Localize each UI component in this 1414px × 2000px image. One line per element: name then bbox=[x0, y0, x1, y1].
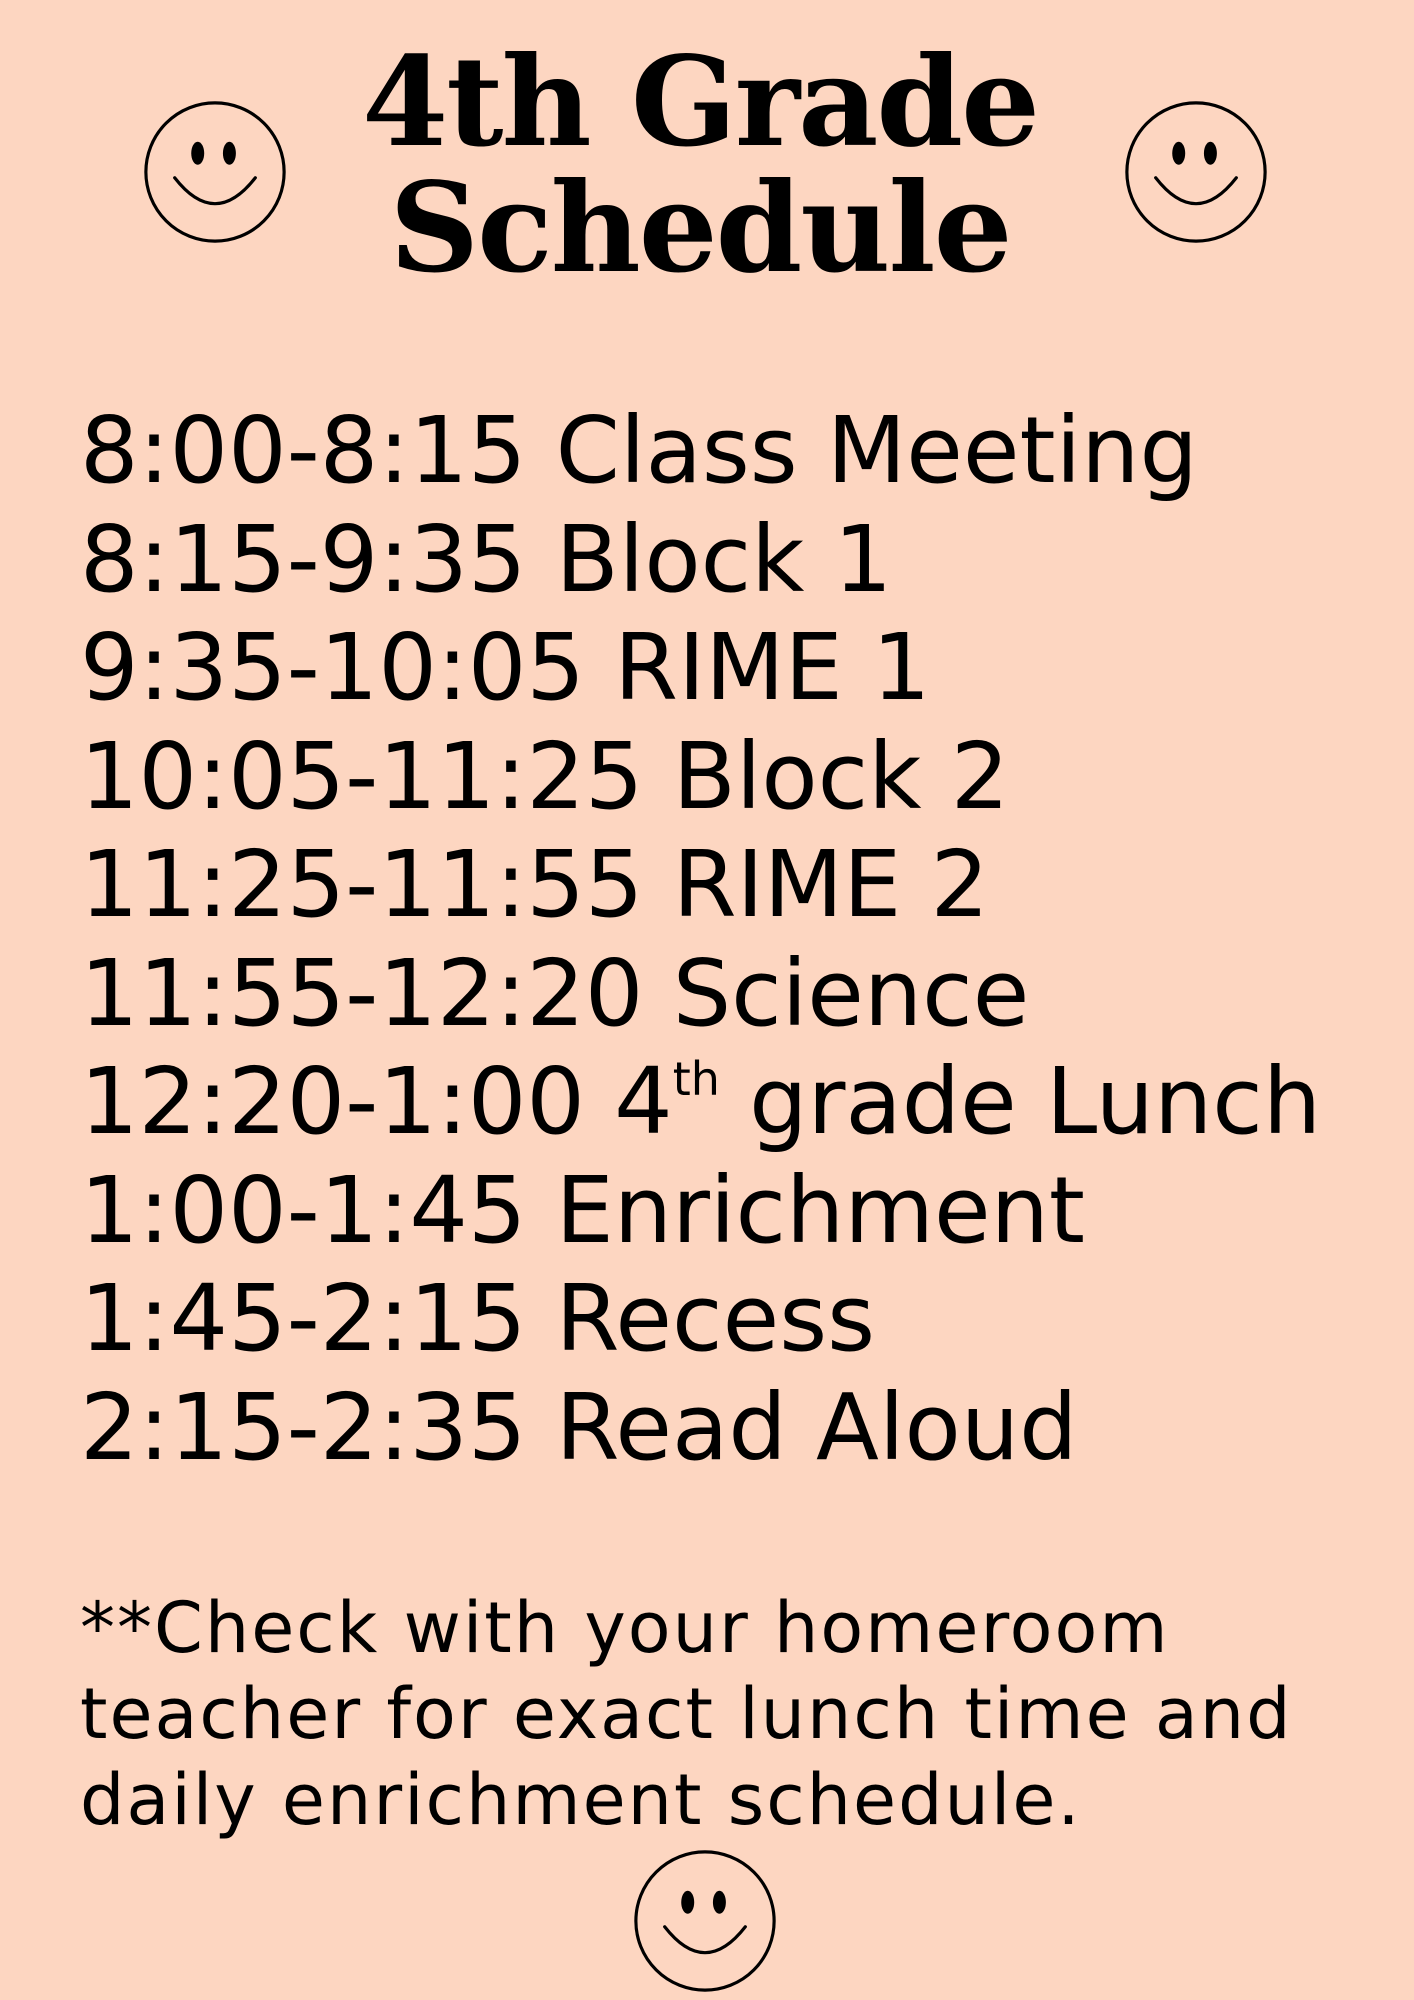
schedule-activity: Read Aloud bbox=[555, 1373, 1078, 1481]
schedule-activity: RIME 2 bbox=[672, 831, 990, 938]
schedule-activity: grade Lunch bbox=[749, 1048, 1322, 1155]
page-title bbox=[300, 30, 1100, 301]
schedule-time: 2:15-2:35 bbox=[80, 1373, 527, 1481]
schedule-activity-superscript: th bbox=[672, 1052, 720, 1106]
schedule-time: 1:00-1:45 bbox=[80, 1156, 527, 1264]
schedule-time: 9:35-10:05 bbox=[80, 614, 585, 721]
schedule-item bbox=[80, 1048, 1400, 1157]
schedule-activity: Enrichment bbox=[555, 1156, 1085, 1264]
schedule-activity: Block 1 bbox=[555, 505, 893, 613]
schedule-time: 8:15-9:35 bbox=[80, 505, 527, 613]
schedule-activity: Recess bbox=[555, 1265, 876, 1372]
smiley-face-icon bbox=[633, 1849, 777, 1993]
schedule-activity-prefix: 4 bbox=[614, 1048, 673, 1155]
schedule-list bbox=[80, 397, 1400, 1482]
schedule-item bbox=[80, 723, 1400, 832]
schedule-item bbox=[80, 831, 1400, 940]
title-line-2: Schedule bbox=[389, 156, 1011, 301]
schedule-time: 10:05-11:25 bbox=[80, 722, 644, 830]
schedule-time: 11:55-12:20 bbox=[80, 939, 644, 1047]
schedule-time: 1:45-2:15 bbox=[80, 1265, 527, 1372]
homeroom-note: **Check with your homeroom teacher for exact lunch time and daily enrichment schedule. bbox=[80, 1587, 1293, 1841]
schedule-item bbox=[80, 1265, 1400, 1374]
schedule-time: 8:00-8:15 bbox=[80, 397, 527, 504]
schedule-item bbox=[80, 614, 1400, 723]
schedule-time: 12:20-1:00 bbox=[80, 1048, 585, 1155]
schedule-activity: Class Meeting bbox=[555, 397, 1198, 504]
smiley-face-icon bbox=[143, 100, 287, 244]
schedule-item bbox=[80, 1157, 1400, 1266]
schedule-item bbox=[80, 506, 1400, 615]
smiley-face-icon bbox=[1124, 100, 1268, 244]
schedule-time: 11:25-11:55 bbox=[80, 831, 644, 938]
schedule-item bbox=[80, 1374, 1400, 1483]
schedule-item bbox=[80, 397, 1400, 506]
schedule-activity: Science bbox=[672, 939, 1030, 1047]
title-line-1: 4th Grade bbox=[361, 30, 1039, 175]
schedule-item bbox=[80, 940, 1400, 1049]
schedule-activity: RIME 1 bbox=[614, 614, 931, 721]
schedule-activity: Block 2 bbox=[672, 722, 1010, 830]
